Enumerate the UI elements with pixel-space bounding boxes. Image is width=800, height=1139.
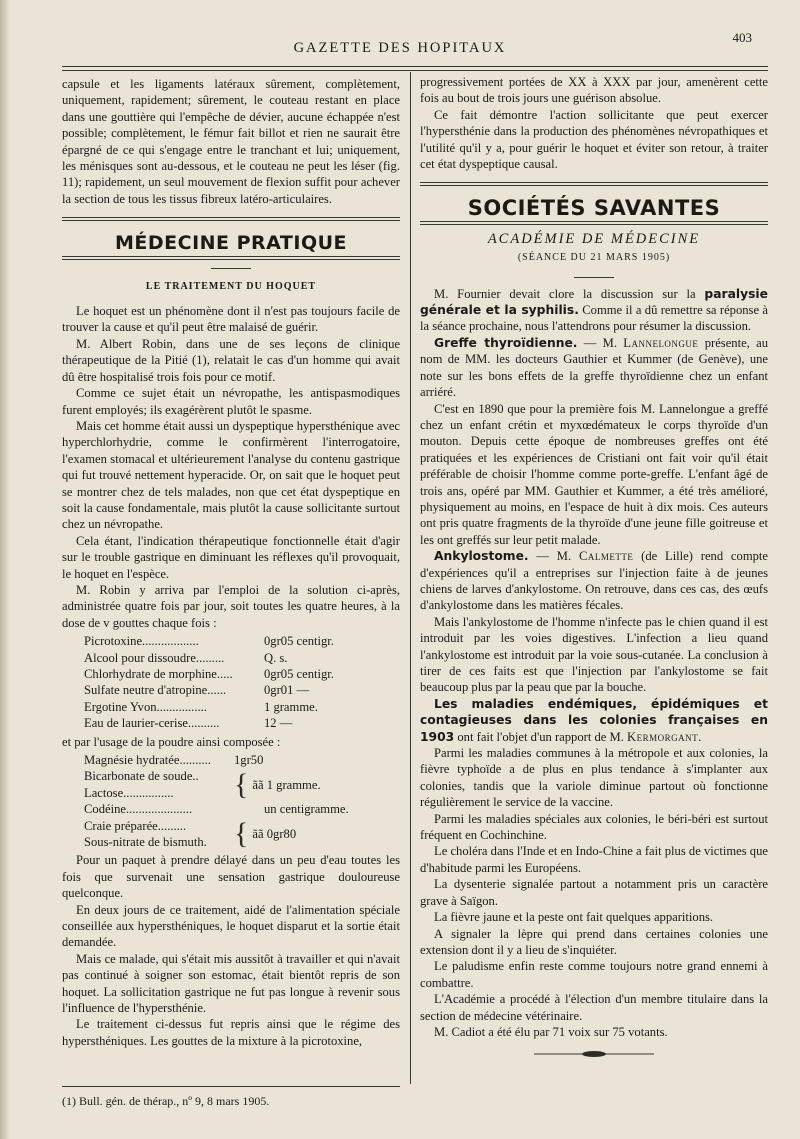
paragraph: L'Académie a procédé à l'élection d'un membre titulaire dans la section de médecine vétérinaire. <box>420 992 768 1023</box>
paragraph: Mais ce malade, qui s'était mis aussitôt à travailler et qui n'avait pas continué à soigner son estomac, était bientôt repris de son hoquet. La sollicitation gastrique ne fut pas longue à revenir sous l'influence de l'hypersthénie. <box>62 951 400 1015</box>
ornament-rule <box>574 277 614 278</box>
section-title-medecine-pratique: MÉDECINE PRATIQUE <box>114 232 348 255</box>
prescription-row: Alcool pour dissoudre......... Q. s. <box>84 650 288 665</box>
paragraph: M. Cadiot a été élu par 71 voix sur 75 votants. <box>434 1024 668 1039</box>
paragraph: La dysenterie signalée partout a notamment pris un caractère grave à Saïgon. <box>420 877 768 908</box>
paragraph: En deux jours de ce traitement, aidé de l'alimentation spéciale conseillée aux hypersthéniques, le hoquet disparut et la sortie était demandée. <box>62 902 400 950</box>
paragraph: Le traitement ci-dessus fut repris ainsi que le régime des hypersthéniques. Les gouttes de la mixture à la picrotoxine, <box>62 1017 400 1048</box>
page-number: 403 <box>732 30 752 45</box>
paragraph: A signaler la lèpre qui prend dans certaines colonies une extension dont il y a lieu de s'inquiéter. <box>420 926 768 957</box>
section-title-societes-savantes: SOCIÉTÉS SAVANTES <box>467 196 721 221</box>
paragraph: Mais l'ankylostome de l'homme n'infecte pas le chien quand il est introduit par les voies digestives. L'infection a lieu quand l'ankylostome est introduit par la voie sous-cutanée. La conclusion à tirer de ces faits est que l'injection par l'ankylostome se fait beaucoup plus par la peau que par la bouche. <box>420 614 768 695</box>
prescription-bracket-group: Craie préparée......... Sous-nitrate de bismuth. { ãã 0gr80 <box>84 816 297 850</box>
end-ornament-icon <box>534 1050 654 1058</box>
prescription-row: Sulfate neutre d'atropine...... 0gr01 — <box>84 683 310 698</box>
ornament-rule <box>211 268 251 269</box>
section-rule <box>62 256 400 260</box>
header-rule-bottom <box>62 70 768 71</box>
paragraph: Comme ce sujet était un névropathe, les antispasmodiques furent employés; ils exagérèrent plutôt le spasme. <box>62 386 400 417</box>
paragraph: progressivement portées de XX à XXX par jour, amenèrent cette fois au bout de trois jours une guérison absolue. <box>420 75 768 106</box>
left-column <box>62 76 400 1049</box>
footnote-rule <box>62 1086 400 1087</box>
paragraph: M. Fournier devait clore la discussion sur la paralysie générale et la syphilis. Comme il a dû remettre sa réponse à la séance prochaine, nous l'attendrons pour résumer la discussion. <box>420 286 768 334</box>
prescription-row: Eau de laurier-cerise.......... 12 — <box>84 716 293 731</box>
brace-glyph: { <box>234 816 249 850</box>
session-date: (SÉANCE DU 21 MARS 1905) <box>517 252 671 264</box>
paragraph: Ankylostome. — M. Calmette (de Lille) rend compte d'expériences qu'il a entreprises sur l'injection faite à de jeunes chiens de larves d'ankylostome. On retrouve, dans ces cas, des œufs d'ankylostome dans les matières fécales. <box>420 549 769 613</box>
prescription-row: Ergotine Yvon................ 1 gramme. <box>84 699 318 714</box>
paragraph: Parmi les maladies spéciales aux colonies, le béri-béri est surtout fréquent en Cochinchine. <box>420 811 768 843</box>
paragraph: Mais cet homme était aussi un dyspeptique hypersthénique avec hyperchlorhydrie, comme le confirmèrent l'interrogatoire, l'examen stomacal et ultérieurement l'analyse du contenu gastrique qui fut trouvé nettement hyperacide. Or, on sait que le hoquet peut se montrer chez de tels malades, non que cet état dyspeptique en soit la cause fondamentale, mais plutôt la cause sollicitante surtout chez un névropathe. <box>62 418 400 532</box>
paragraph: et par l'usage de la poudre ainsi composée : <box>62 734 281 749</box>
prescription-powder <box>84 752 400 850</box>
paragraph: Pour un paquet à prendre délayé dans un peu d'eau toutes les fois que survenait une sensation gastrique douloureuse quelconque. <box>62 853 400 901</box>
prescription-row: Picrotoxine.................. 0gr05 centigr. <box>84 634 334 649</box>
footnote: (1) Bull. gén. de thérap., nº 9, 8 mars 1905. <box>62 1094 270 1108</box>
section-rule <box>420 221 768 225</box>
prescription-row: Codéine..................... un centigramme. <box>84 802 349 817</box>
intro-paragraph: capsule et les ligaments latéraux sûrement, complètement, uniquement, rapidement; sûrement, le couteau restant en place dans une gouttière qui l'empêche de dévier, aucune échappée n'est possible; complètement, le fémur fait billot et rien ne saurait être épargné de ce qui s'engage entre le tranchant et lui; uniquement, les ménisques sont au-dessous, et le couteau ne peut les léser (fig. 11); rapidement, un seul mouvement de flexion suffit pour achever la section de tous les tissus fibreux latéro-articulaires. <box>62 77 400 206</box>
prescription-solution <box>84 633 400 731</box>
section-rule <box>62 217 400 221</box>
right-column <box>420 74 768 1063</box>
brace-glyph: { <box>234 767 249 801</box>
header-rule-top <box>62 66 768 67</box>
article-subtitle: LE TRAITEMENT DU HOQUET <box>145 280 317 292</box>
paragraph: Les maladies endémiques, épidémiques et contagieuses dans les colonies françaises en 1903 ont fait l'objet d'un rapport de M. Kermorgant. <box>420 696 768 744</box>
prescription-row: Chlorhydrate de morphine..... 0gr05 centigr. <box>84 666 334 681</box>
prescription-row: Magnésie hydratée.......... 1gr50 <box>84 752 264 767</box>
paragraph: Le hoquet est un phénomène dont il n'est pas toujours facile de trouver la cause et qu'il peut être malaisé de guérir. <box>62 304 400 335</box>
paragraph: M. Albert Robin, dans une de ses leçons de clinique thérapeutique de la Pitié (1), relatait le cas d'un homme qui avait dû être hospitalisé trois fois pour ce motif. <box>62 336 400 384</box>
paragraph: Le paludisme enfin reste comme toujours notre grand ennemi à combattre. <box>420 959 768 990</box>
paragraph: M. Robin y arriva par l'emploi de la solution ci-après, administrée quatre fois par jour, soit toutes les quatre heures, à la dose de v gouttes chaque fois : <box>62 582 400 630</box>
academy-title: ACADÉMIE DE MÉDECINE <box>487 230 701 247</box>
page-header-title: GAZETTE DES HOPITAUX <box>293 40 507 56</box>
end-ornament <box>420 1046 768 1062</box>
paragraph: Le choléra dans l'Inde et en Indo-Chine a fait plus de victimes que d'habitude parmi les Européens. <box>420 844 768 875</box>
paragraph: Parmi les maladies communes à la métropole et aux colonies, la fièvre typhoïde a de plus en plus tendance à s'implanter aux colonies, tandis que la variole diminue partout où fonctionne régulièrement le service de la vaccine. <box>420 746 768 810</box>
paragraph: C'est en 1890 que pour la première fois M. Lannelongue a greffé chez un enfant crétin et myxœdémateux le corps thyroïde d'un mouton. Depuis cette époque de nombreuses greffes ont été pratiquées et les expériences de Cristiani ont fait voir qu'il était préférable de choisir l'homme comme porte-greffe. L'enfant âgé de trois ans, opéré par MM. Gauthier et Kummer, a été très amélioré, physiquement au moins, en l'espace de huit à dix mois. Ces auteurs ont pris quatre fragments de la thyroïde d'une jeune fille goitreuse et les ont greffés sur leur petit malade. <box>420 401 768 547</box>
page-edge-shadow <box>0 0 10 1139</box>
prescription-bracket-group: Bicarbonate de soude.. Lactose................ { ãã 1 gramme. <box>84 767 321 801</box>
paragraph: Greffe thyroïdienne. — M. Lannelongue présente, au nom de MM. les docteurs Gauthier et Kummer (de Genève), une note sur les bons effets de la greffe thyroïdienne chez un enfant arriéré. <box>420 335 768 400</box>
section-rule <box>420 182 768 186</box>
paragraph: Ce fait démontre l'action sollicitante que peut exercer l'hypersthénie dans la production des phénomènes névropathiques et l'utilité qu'il y a, pour guérir le hoquet et éviter son retour, à traiter cet état dyspeptique causal. <box>420 107 768 172</box>
column-divider <box>410 72 411 1084</box>
paragraph: Cela étant, l'indication thérapeutique fonctionnelle était d'agir sur le trouble gastrique en diminuant les réflexes qu'il provoquait, le hoquet en l'espèce. <box>62 533 400 581</box>
paragraph: La fièvre jaune et la peste ont fait quelques apparitions. <box>434 910 714 925</box>
